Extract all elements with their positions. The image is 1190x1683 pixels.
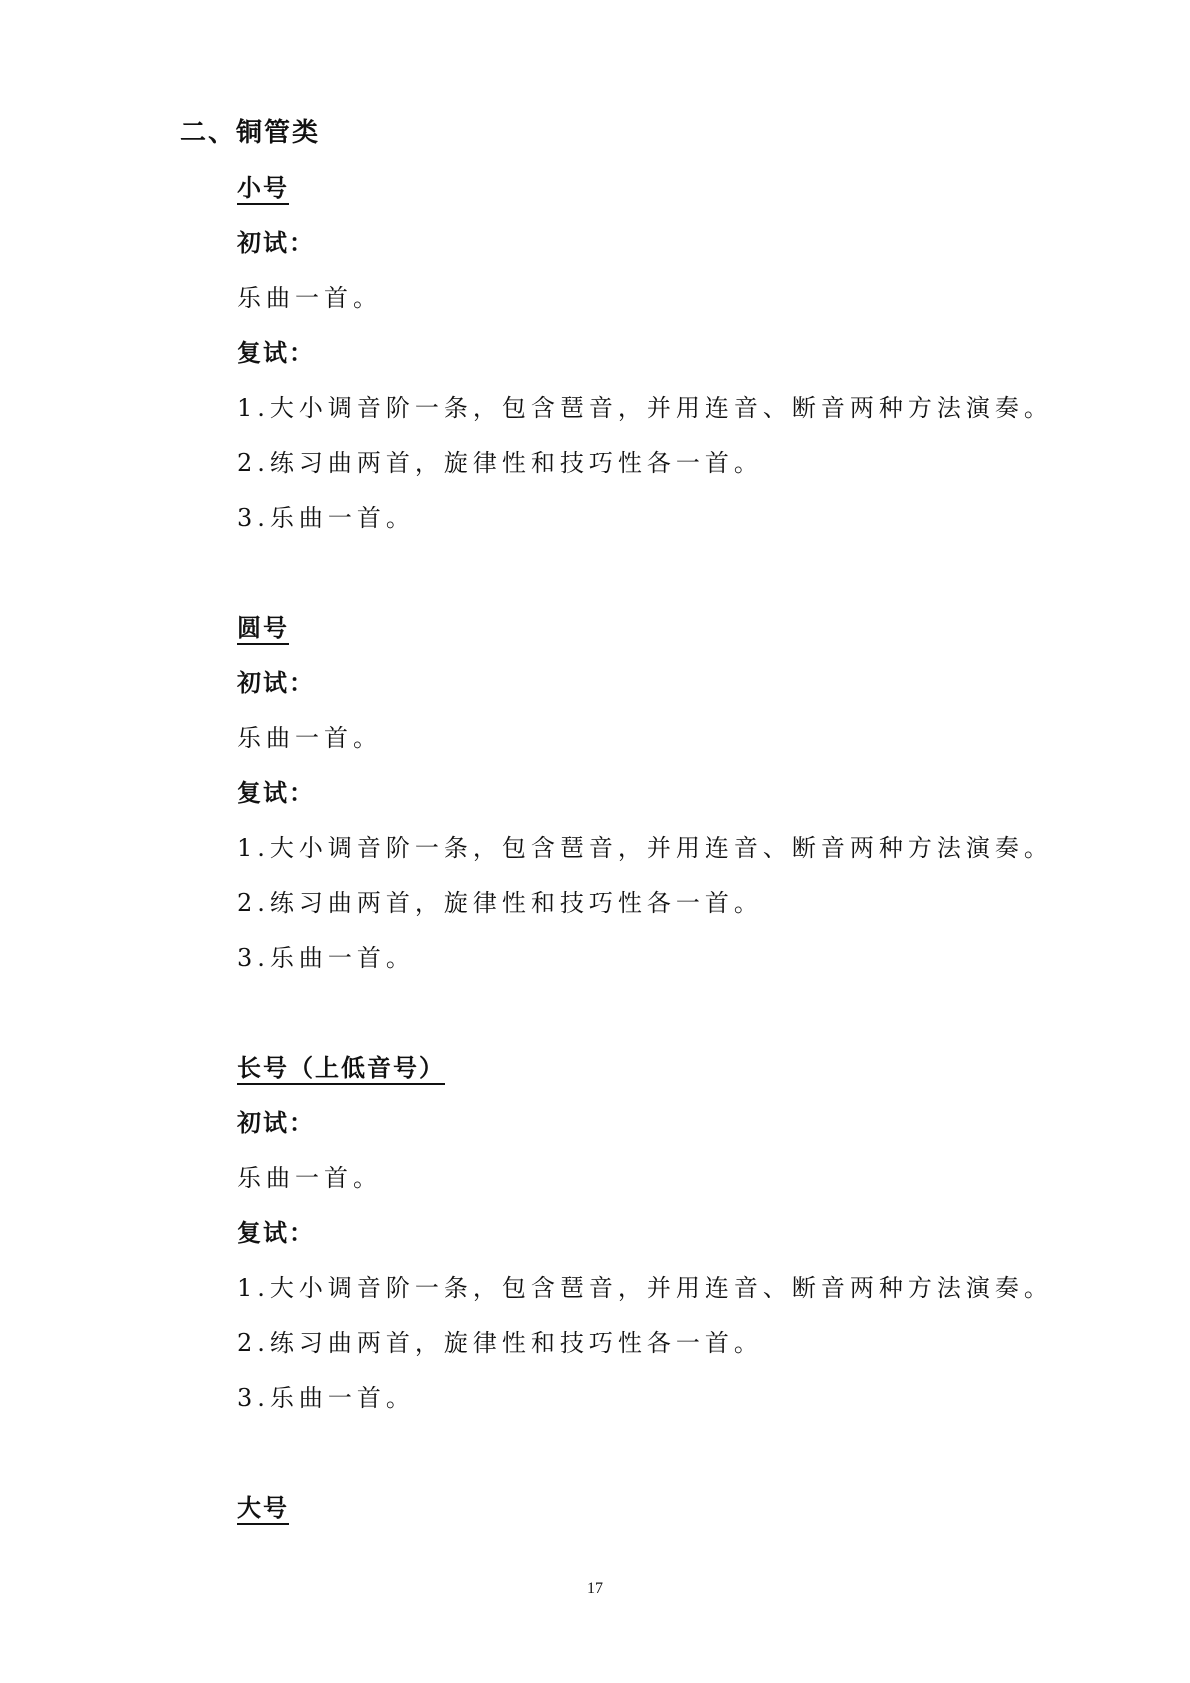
final-item: 2.练习曲两首，旋律性和技巧性各一首。 — [237, 1329, 763, 1357]
instrument-title: 圆号 — [237, 608, 1053, 663]
instrument-block-trumpet — [237, 168, 1053, 553]
instrument-block-tuba — [237, 1488, 289, 1543]
final-item: 1.大小调音阶一条，包含琶音，并用连音、断音两种方法演奏。 — [237, 1274, 1053, 1302]
final-item: 3.乐曲一首。 — [237, 504, 415, 532]
preliminary-item: 乐曲一首。 — [237, 1164, 382, 1192]
final-item: 2.练习曲两首，旋律性和技巧性各一首。 — [237, 449, 763, 477]
final-item: 1.大小调音阶一条，包含琶音，并用连音、断音两种方法演奏。 — [237, 394, 1053, 422]
preliminary-label: 初试： — [237, 229, 315, 257]
section-title: 二、铜管类 — [180, 118, 321, 148]
final-item: 3.乐曲一首。 — [237, 944, 415, 972]
final-label: 复试： — [237, 339, 315, 367]
instrument-block-trombone — [237, 1048, 1053, 1433]
final-item: 2.练习曲两首，旋律性和技巧性各一首。 — [237, 889, 763, 917]
preliminary-item: 乐曲一首。 — [237, 284, 382, 312]
final-item: 1.大小调音阶一条，包含琶音，并用连音、断音两种方法演奏。 — [237, 834, 1053, 862]
preliminary-item: 乐曲一首。 — [237, 724, 382, 752]
preliminary-label: 初试： — [237, 1109, 315, 1137]
instrument-title: 长号（上低音号） — [237, 1048, 1053, 1103]
instrument-title: 小号 — [237, 168, 1053, 223]
page-number: 17 — [587, 1580, 603, 1597]
final-label: 复试： — [237, 779, 315, 807]
preliminary-label: 初试： — [237, 669, 315, 697]
final-label: 复试： — [237, 1219, 315, 1247]
instrument-title: 大号 — [237, 1488, 289, 1543]
final-item: 3.乐曲一首。 — [237, 1384, 415, 1412]
instrument-block-horn — [237, 608, 1053, 993]
